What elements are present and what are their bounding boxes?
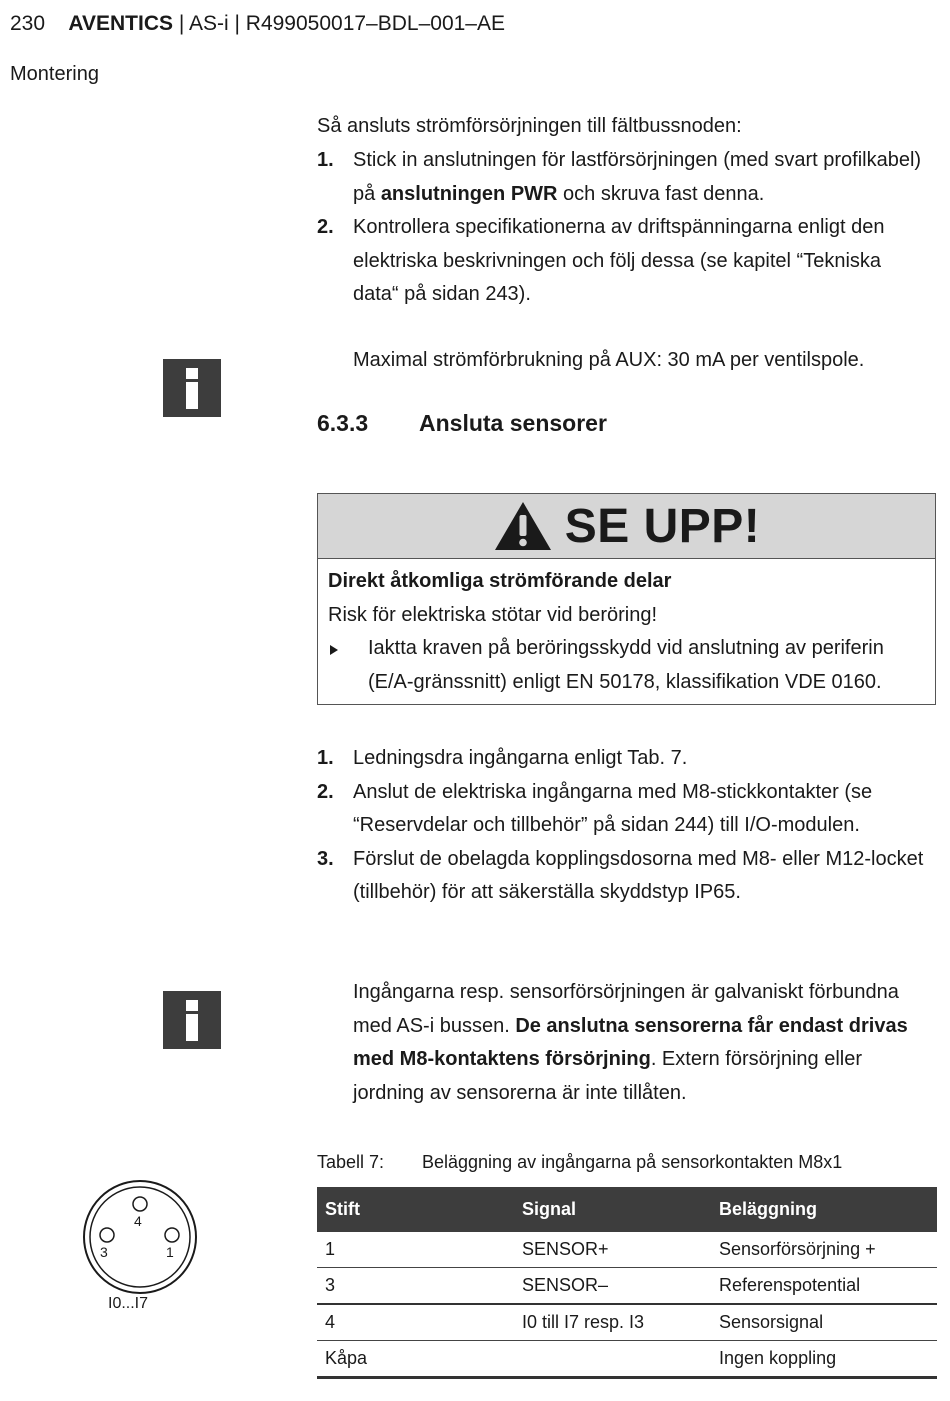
brand-name: AVENTICS xyxy=(68,12,174,35)
table-cell: SENSOR– xyxy=(514,1268,711,1305)
info-icon xyxy=(163,359,221,417)
pin-label-3: 3 xyxy=(100,1244,108,1260)
warning-title: SE UPP! xyxy=(564,499,761,553)
table-row xyxy=(317,1268,937,1305)
step-text: Anslut de elektriska ingångarna med M8-stickkontakter (se “Reservdelar och tillbehör” på sidan 244) till I/O-modulen. xyxy=(353,780,873,836)
table-row xyxy=(317,1341,937,1378)
steps-list-sensors xyxy=(317,742,927,910)
info-text-start: Ingångarna resp. sensorförsörjningen är galvaniskt förbundna med AS-i bussen. xyxy=(353,981,899,1037)
list-item xyxy=(317,211,927,312)
warning-triangle-icon xyxy=(493,500,553,552)
list-item xyxy=(317,144,927,211)
table-cell: Referenspotential xyxy=(711,1268,937,1305)
step-number: 2. xyxy=(317,216,334,238)
step-number: 1. xyxy=(317,149,334,171)
step-text-bold: anslutningen PWR xyxy=(380,182,558,205)
heading-title: Ansluta sensorer xyxy=(419,410,607,436)
table-cell: I0 till I7 resp. I3 xyxy=(514,1304,711,1341)
list-item xyxy=(317,742,927,776)
table-caption xyxy=(317,1152,842,1173)
table-caption-text: Beläggning av ingångarna på sensorkontakten M8x1 xyxy=(422,1152,843,1172)
list-item xyxy=(317,776,927,843)
warning-action xyxy=(328,632,925,699)
step-text: Kontrollera specifikationerna av driftspänningarna enligt den elektriska beskrivningen och följ dessa (se kapitel “Tekniska data“ på sidan 243). xyxy=(353,216,885,305)
info-text-bold: De anslutna sensorerna får endast drivas med M8-kontaktens försörjning xyxy=(353,1014,908,1070)
info-icon xyxy=(163,991,221,1049)
table-cell: 4 xyxy=(317,1304,514,1341)
table-cell: Sensorförsörjning + xyxy=(711,1232,937,1268)
pin-label-1: 1 xyxy=(166,1244,174,1260)
intro-text: Så ansluts strömförsörjningen till fältbussnoden: xyxy=(317,115,742,137)
table-cell: Sensorsignal xyxy=(711,1304,937,1341)
table-row xyxy=(317,1232,937,1268)
table-cell: SENSOR+ xyxy=(514,1232,711,1268)
step-text: Ledningsdra ingångarna enligt Tab. 7. xyxy=(353,747,688,769)
table-cell: 1 xyxy=(317,1232,514,1268)
page-number: 230 xyxy=(10,12,46,35)
warning-header xyxy=(318,494,935,559)
step-text: Förslut de obelagda kopplingsdosorna med M8- eller M12-locket (tillbehör) för att säkerställa skyddstyp IP65. xyxy=(353,847,924,903)
step-text: Stick in anslutningen för lastförsörjningen (med svart profilkabel) på xyxy=(353,149,922,205)
section-title: Montering xyxy=(10,63,99,85)
info-text-end: . Extern försörjning eller jordning av sensorerna är inte tillåten. xyxy=(353,1048,863,1104)
table-cell xyxy=(514,1341,711,1378)
doc-reference: | AS-i | R499050017–BDL–001–AE xyxy=(173,12,505,35)
table-cell: Ingen koppling xyxy=(711,1341,937,1378)
step-text-end: och skruva fast denna. xyxy=(557,182,765,205)
heading-number: 6.3.3 xyxy=(317,410,369,436)
table-cell: Kåpa xyxy=(317,1341,514,1378)
warning-action-text: Iaktta kraven på beröringsskydd vid anslutning av periferin (E/A-gränssnitt) enligt EN 50178, klassifikation VDE 0160. xyxy=(368,637,884,693)
pin-label-4: 4 xyxy=(134,1213,142,1229)
table-row xyxy=(317,1304,937,1341)
warning-box xyxy=(317,493,936,705)
column-header-stift: Stift xyxy=(317,1187,514,1232)
column-header-belaggning: Beläggning xyxy=(711,1187,937,1232)
connector-label: I0...I7 xyxy=(108,1295,149,1312)
step-number: 2. xyxy=(317,780,334,803)
warning-subtitle: Direkt åtkomliga strömförande delar xyxy=(328,570,672,592)
table-cell: 3 xyxy=(317,1268,514,1305)
step-number: 1. xyxy=(317,747,334,769)
table-caption-label: Tabell 7: xyxy=(317,1152,385,1172)
step-number: 3. xyxy=(317,847,334,870)
list-item xyxy=(317,843,927,910)
pin-assignment-table xyxy=(317,1187,937,1379)
info-note-text xyxy=(353,976,928,1110)
section-heading xyxy=(317,410,607,437)
column-header-signal: Signal xyxy=(514,1187,711,1232)
steps-list-power xyxy=(317,144,927,312)
warning-risk: Risk för elektriska stötar vid beröring! xyxy=(328,603,658,626)
warning-body xyxy=(318,559,935,699)
info-note-text: Maximal strömförbrukning på AUX: 30 mA per ventilspole. xyxy=(353,349,865,371)
page-header xyxy=(10,12,505,36)
table-header-row xyxy=(317,1187,937,1232)
m8-connector-diagram xyxy=(80,1177,200,1297)
bullet-triangle-icon xyxy=(330,645,338,655)
